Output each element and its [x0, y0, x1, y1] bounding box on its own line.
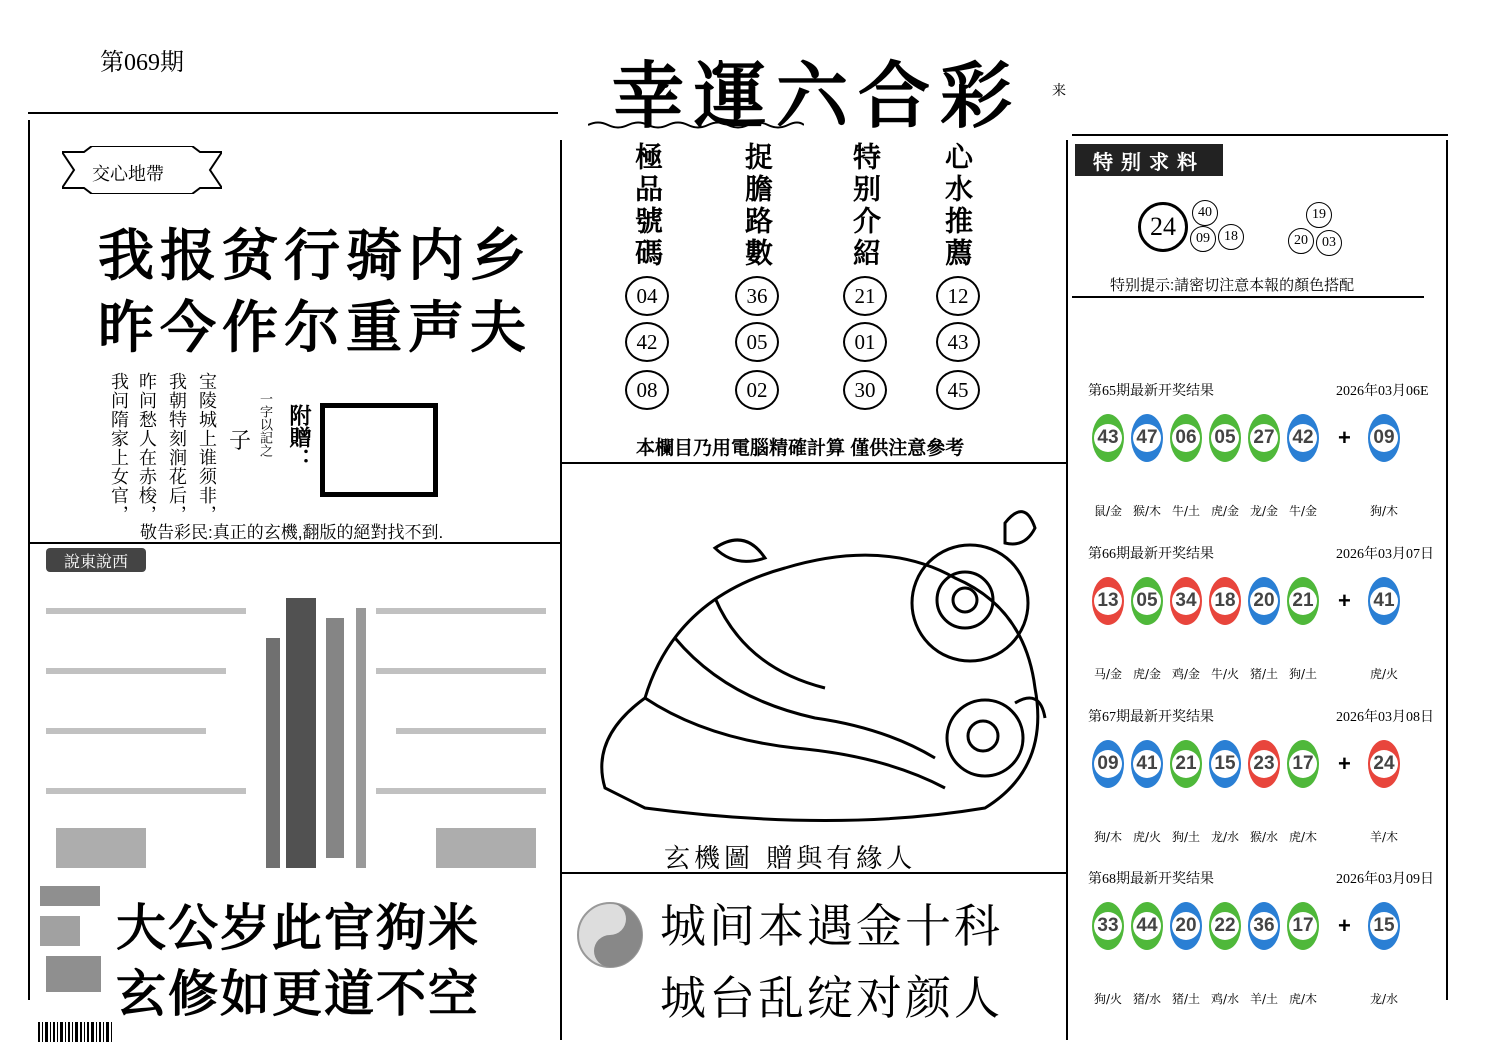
- zodiac-label: 猴/木: [1132, 504, 1162, 518]
- divider-left: [560, 140, 562, 1040]
- zodiac-label: 狗/土: [1171, 830, 1201, 844]
- divider-right-1: [1072, 296, 1424, 298]
- lottery-ball: [1287, 740, 1319, 788]
- ball-number: 05: [1211, 424, 1239, 452]
- gift-hint: 一字以記之: [257, 392, 272, 457]
- lottery-ball: [1368, 902, 1400, 950]
- zodiac-label: 鸡/金: [1171, 667, 1201, 681]
- blurred-text-block: [36, 578, 558, 878]
- zodiac-label: 狗/木: [1369, 504, 1399, 518]
- plus-sign: +: [1338, 751, 1351, 776]
- pick-circle: 12: [936, 276, 980, 316]
- small-poem-col-4: 我问隋家上女官，: [108, 372, 129, 524]
- ball-number: 21: [1172, 750, 1200, 778]
- hint-number: 03: [1316, 230, 1342, 256]
- ball-number: 24: [1370, 750, 1398, 778]
- lottery-ball: [1170, 902, 1202, 950]
- zodiac-label: 龙/金: [1249, 504, 1279, 518]
- page-title: 幸運六合彩: [612, 53, 1023, 138]
- hint-number: 09: [1190, 226, 1216, 252]
- small-poem-col-2: 我朝特刻涧花后，: [166, 372, 187, 524]
- yin-yang-icon: [575, 900, 645, 970]
- ball-number: 09: [1370, 424, 1398, 452]
- pick-circle: 42: [625, 322, 669, 362]
- pick-circle: 30: [843, 370, 887, 410]
- lottery-ball: [1131, 577, 1163, 625]
- lottery-ball: [1092, 577, 1124, 625]
- gift-label: 附贈：: [286, 404, 312, 470]
- mid-poem-line-1: 城间本遇金十科: [660, 900, 1003, 952]
- result-date: 2026年03月08日: [1336, 710, 1434, 725]
- lottery-ball: [1248, 577, 1280, 625]
- plus-sign: +: [1338, 425, 1351, 450]
- ball-number: 34: [1172, 587, 1200, 615]
- gift-answer-box: [320, 403, 438, 497]
- result-date: 2026年03月09日: [1336, 872, 1434, 887]
- left-poem-line-1: 大公岁此官狗米: [116, 900, 480, 956]
- ball-number: 18: [1211, 587, 1239, 615]
- plus-sign: +: [1338, 913, 1351, 938]
- zodiac-label: 虎/火: [1369, 667, 1399, 681]
- left-poem-line-2: 玄修如更道不空: [116, 966, 480, 1022]
- lottery-ball: [1209, 902, 1241, 950]
- lottery-ball: [1170, 740, 1202, 788]
- ball-number: 23: [1250, 750, 1278, 778]
- lottery-ball: [1287, 414, 1319, 462]
- ball-number: 20: [1172, 912, 1200, 940]
- right-border: [1446, 140, 1448, 1000]
- zodiac-label: 鸡/水: [1210, 992, 1240, 1006]
- lottery-ball: [1209, 414, 1241, 462]
- zodiac-label: 马/金: [1093, 667, 1123, 681]
- lottery-ball: [1368, 740, 1400, 788]
- lottery-ball: [1092, 740, 1124, 788]
- ball-number: 20: [1250, 587, 1278, 615]
- divider-mid-1: [560, 462, 1068, 464]
- lottery-ball: [1131, 740, 1163, 788]
- ball-number: 42: [1289, 424, 1317, 452]
- col-head-1: 極品號碼: [631, 142, 664, 270]
- zodiac-label: 牛/火: [1210, 667, 1240, 681]
- ball-number: 17: [1289, 750, 1317, 778]
- pick-circle: 04: [625, 276, 669, 316]
- zodiac-label: 虎/金: [1132, 667, 1162, 681]
- featured-number: 24: [1138, 202, 1188, 252]
- ball-number: 09: [1094, 750, 1122, 778]
- zodiac-label: 猪/土: [1249, 667, 1279, 681]
- poem-line-2: 昨今作尔重声夫: [98, 295, 532, 361]
- result-title: 第66期最新开奖结果: [1088, 547, 1214, 562]
- zodiac-label: 虎/火: [1132, 830, 1162, 844]
- pick-circle: 45: [936, 370, 980, 410]
- title-ornament: [588, 120, 804, 130]
- lottery-ball: [1248, 414, 1280, 462]
- special-heading: 特别求料: [1075, 144, 1223, 176]
- lottery-ball: [1248, 902, 1280, 950]
- lottery-ball: [1170, 577, 1202, 625]
- ball-number: 41: [1370, 587, 1398, 615]
- zodiac-label: 猴/水: [1249, 830, 1279, 844]
- col-head-4: 心水推薦: [941, 142, 974, 270]
- lottery-ball: [1170, 414, 1202, 462]
- zodiac-label: 羊/土: [1249, 992, 1279, 1006]
- pick-circle: 02: [735, 370, 779, 410]
- zodiac-label: 猪/水: [1132, 992, 1162, 1006]
- ball-number: 47: [1133, 424, 1161, 452]
- ball-number: 44: [1133, 912, 1161, 940]
- divider-right: [1066, 140, 1068, 1040]
- zodiac-label: 牛/土: [1171, 504, 1201, 518]
- result-date: 2026年03月06E: [1336, 384, 1429, 399]
- small-poem-col-1: 宝陵城上谁须非，: [196, 372, 217, 524]
- lottery-ball: [1209, 740, 1241, 788]
- ball-number: 13: [1094, 587, 1122, 615]
- zodiac-label: 龙/水: [1210, 830, 1240, 844]
- lottery-ball: [1092, 414, 1124, 462]
- ball-number: 17: [1289, 912, 1317, 940]
- ball-number: 22: [1211, 912, 1239, 940]
- top-border-left: [28, 112, 558, 114]
- section-heading: 說東說西: [46, 548, 146, 572]
- result-date: 2026年03月07日: [1336, 547, 1434, 562]
- zodiac-label: 虎/木: [1288, 992, 1318, 1006]
- ball-number: 41: [1133, 750, 1161, 778]
- ball-number: 36: [1250, 912, 1278, 940]
- ball-number: 05: [1133, 587, 1161, 615]
- plus-sign: +: [1338, 588, 1351, 613]
- mid-poem-line-2: 城台乱绽对颜人: [660, 972, 1003, 1024]
- lottery-ball: [1131, 414, 1163, 462]
- lottery-ball: [1248, 740, 1280, 788]
- pick-circle: 36: [735, 276, 779, 316]
- issue-number: 第069期: [100, 50, 184, 76]
- zodiac-label: 鼠/金: [1093, 504, 1123, 518]
- zodiac-label: 狗/木: [1093, 830, 1123, 844]
- ball-number: 06: [1172, 424, 1200, 452]
- pick-circle: 01: [843, 322, 887, 362]
- gift-char: 子: [229, 429, 252, 454]
- zodiac-label: 牛/金: [1288, 504, 1318, 518]
- pick-circle: 08: [625, 370, 669, 410]
- ball-number: 21: [1289, 587, 1317, 615]
- zodiac-label: 羊/木: [1369, 830, 1399, 844]
- title-suffix: 来: [1052, 83, 1066, 99]
- hint-number: 20: [1288, 228, 1314, 254]
- lottery-ball: [1131, 902, 1163, 950]
- hint-number: 40: [1192, 200, 1218, 226]
- lottery-ball: [1287, 577, 1319, 625]
- lotus-illustration: [585, 488, 1055, 828]
- small-poem-col-3: 昨问愁人在赤梭，: [136, 372, 157, 524]
- ball-number: 15: [1211, 750, 1239, 778]
- color-tip: 特别提示:請密切注意本報的顏色搭配: [1110, 277, 1355, 294]
- banner-title: 交心地帶: [92, 164, 164, 185]
- zodiac-label: 龙/水: [1369, 992, 1399, 1006]
- notice-text: 敬告彩民:真正的玄機,翻版的絕對找不到.: [140, 523, 444, 542]
- hint-number: 18: [1218, 224, 1244, 250]
- calc-note: 本欄目乃用電腦精確計算 僅供注意參考: [636, 438, 965, 459]
- pick-circle: 21: [843, 276, 887, 316]
- lottery-ball: [1368, 577, 1400, 625]
- ball-number: 33: [1094, 912, 1122, 940]
- result-title: 第68期最新开奖结果: [1088, 872, 1214, 887]
- left-border: [28, 120, 30, 1000]
- noise-block: [36, 882, 108, 1002]
- lottery-ball: [1287, 902, 1319, 950]
- illustration-caption: 玄機圖 贈與有緣人: [664, 844, 917, 874]
- lottery-ball: [1092, 902, 1124, 950]
- lottery-ball: [1368, 414, 1400, 462]
- lottery-ball: [1209, 577, 1241, 625]
- zodiac-label: 猪/土: [1171, 992, 1201, 1006]
- zodiac-label: 狗/土: [1288, 667, 1318, 681]
- pick-circle: 43: [936, 322, 980, 362]
- zodiac-label: 狗/火: [1093, 992, 1123, 1006]
- col-head-2: 捉膽路數: [741, 142, 774, 270]
- col-head-3: 特别介紹: [849, 142, 882, 270]
- hint-number: 19: [1306, 202, 1332, 228]
- ball-number: 27: [1250, 424, 1278, 452]
- pick-circle: 05: [735, 322, 779, 362]
- ball-number: 15: [1370, 912, 1398, 940]
- ball-number: 43: [1094, 424, 1122, 452]
- zodiac-label: 虎/金: [1210, 504, 1240, 518]
- barcode: [38, 1022, 146, 1048]
- result-title: 第67期最新开奖结果: [1088, 710, 1214, 725]
- poem-line-1: 我报贫行骑内乡: [98, 223, 532, 289]
- zodiac-label: 虎/木: [1288, 830, 1318, 844]
- top-border-right: [1072, 134, 1448, 136]
- result-title: 第65期最新开奖结果: [1088, 384, 1214, 399]
